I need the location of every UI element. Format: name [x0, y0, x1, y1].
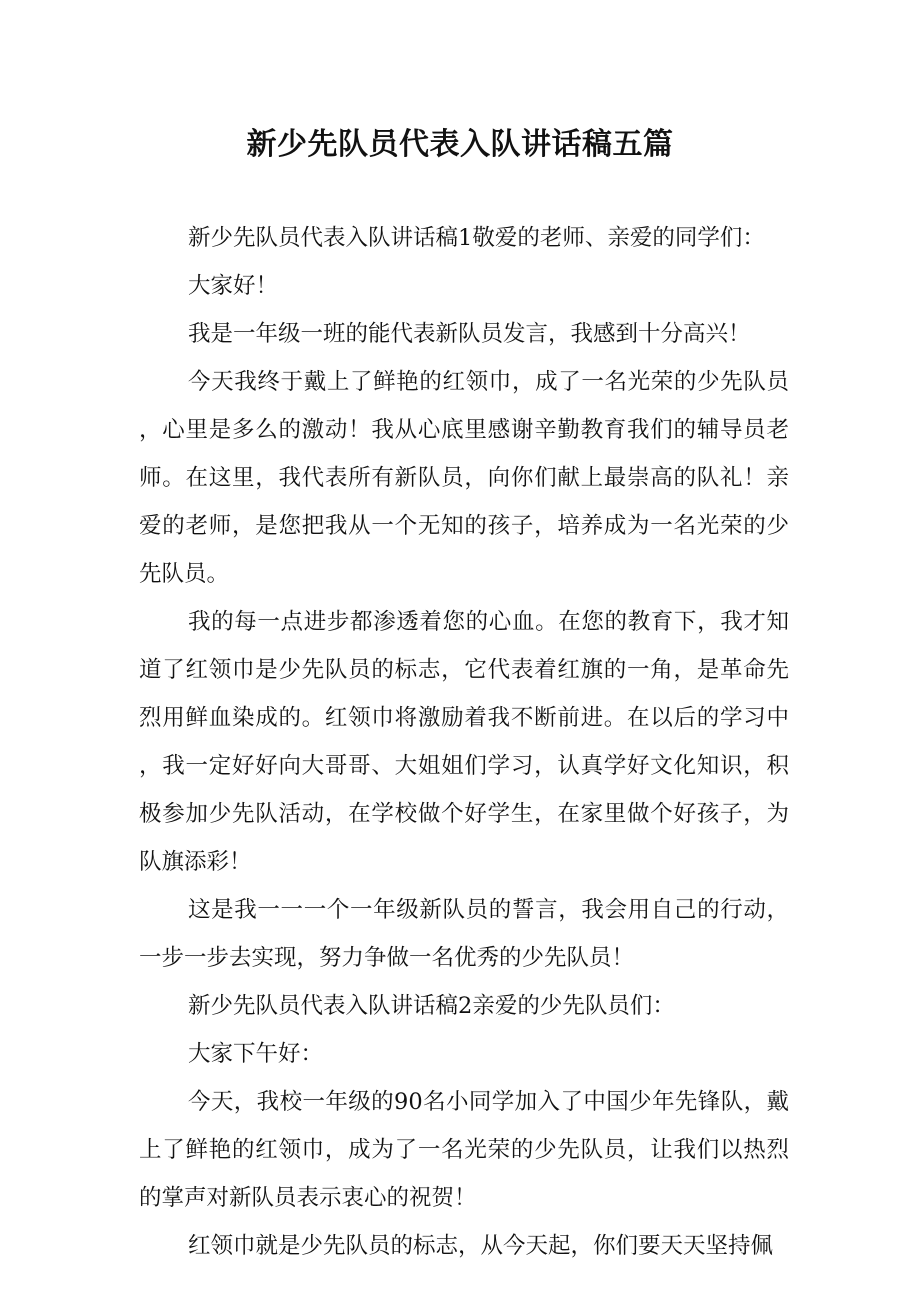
paragraph-progress: 我的每一点进步都渗透着您的心血。在您的教育下，我才知道了红领巾是少先队员的标志，它代表着红旗的一角，是革命先烈用鲜血染成的。红领巾将激励着我不断前进。在以后的学习中，我一定好好向大哥哥、大姐姐们学习，认真学好文化知识，积极参加少先队活动，在学校做个好学生，在家里做个好孩子，为队旗添彩！: [139, 609, 789, 875]
paragraph-greeting-1: 大家好！: [188, 273, 279, 299]
paragraph-greeting-2: 大家下午好：: [188, 1041, 324, 1067]
paragraph-speech-2-heading: 新少先队员代表入队讲话稿2亲爱的少先队员们：: [188, 993, 675, 1019]
document-body: [139, 214, 789, 1270]
paragraph-oath: 这是我一一一个一年级新队员的誓言，我会用自己的行动，一步一步去实现，努力争做一名优秀的少先队员！: [139, 897, 789, 971]
paragraph-welcome: 今天，我校一年级的90名小同学加入了中国少年先锋队，戴上了鲜艳的红领巾，成为了一名光荣的少先队员，让我们以热烈的掌声对新队员表示衷心的祝贺！: [139, 1089, 789, 1211]
paragraph-speech-1-heading: 新少先队员代表入队讲话稿1敬爱的老师、亲爱的同学们：: [188, 225, 765, 251]
paragraph-intro: 我是一年级一班的能代表新队员发言，我感到十分高兴！: [188, 321, 751, 347]
document-title: 新少先队员代表入队讲话稿五篇: [246, 127, 674, 162]
paragraph-red-scarf: 红领巾就是少先队员的标志，从今天起，你们要天天坚持佩: [188, 1233, 774, 1259]
paragraph-thanks: 今天我终于戴上了鲜艳的红领巾，成了一名光荣的少先队员，心里是多么的激动！我从心底里感谢辛勤教育我们的辅导员老师。在这里，我代表所有新队员，向你们献上最崇高的队礼！亲爱的老师，是您把我从一个无知的孩子，培养成为一名光荣的少先队员。: [139, 369, 789, 587]
